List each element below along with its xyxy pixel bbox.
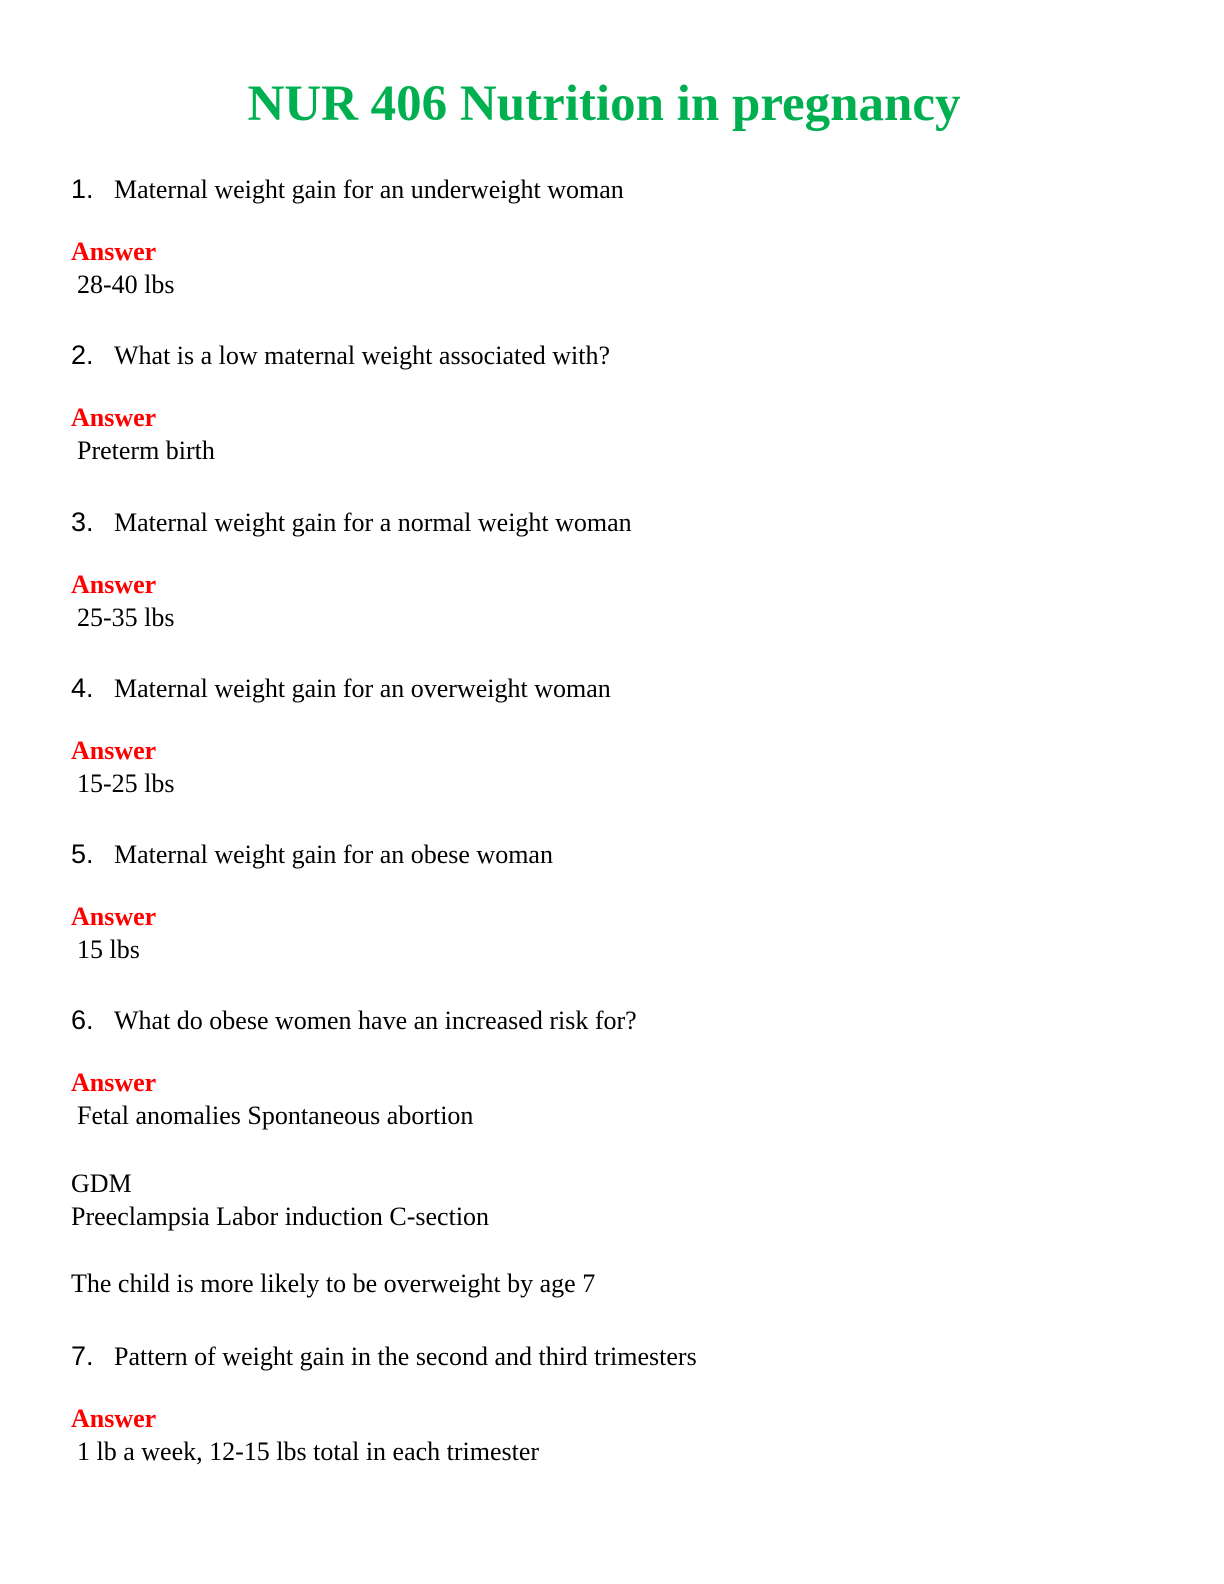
question-5: [71, 839, 553, 873]
question-text: Maternal weight gain for an underweight woman: [114, 175, 624, 204]
question-number: 1.: [71, 174, 94, 204]
question-number: 7.: [71, 1341, 94, 1371]
question-number: 6.: [71, 1005, 94, 1035]
answer-text: Preterm birth: [77, 436, 215, 465]
answer-label: Answer: [71, 1404, 157, 1433]
answer-text: 1 lb a week, 12-15 lbs total in each trimester: [77, 1437, 540, 1466]
answer-label: Answer: [71, 570, 157, 599]
question-1: [71, 174, 624, 208]
answer-text: 15 lbs: [77, 935, 140, 964]
question-6: [71, 1005, 637, 1039]
answer-text: 25-35 lbs: [77, 603, 175, 632]
question-number: 4.: [71, 673, 94, 703]
answer-label: Answer: [71, 736, 157, 765]
question-text: What is a low maternal weight associated with?: [114, 341, 611, 370]
question-text: Maternal weight gain for an overweight woman: [114, 674, 611, 703]
question-text: What do obese women have an increased risk for?: [114, 1006, 637, 1035]
answer-label: Answer: [71, 902, 157, 931]
question-7: [71, 1341, 697, 1375]
answer-label: Answer: [71, 1068, 157, 1097]
question-number: 2.: [71, 340, 94, 370]
answer-extra-line: Preeclampsia Labor induction C-section: [71, 1202, 490, 1231]
question-4: [71, 673, 611, 707]
answer-text: 28-40 lbs: [77, 270, 175, 299]
document-title: NUR 406 Nutrition in pregnancy: [247, 76, 961, 132]
question-number: 3.: [71, 507, 94, 537]
question-number: 5.: [71, 839, 94, 869]
answer-text: 15-25 lbs: [77, 769, 175, 798]
question-text: Pattern of weight gain in the second and third trimesters: [114, 1342, 697, 1371]
answer-text: Fetal anomalies Spontaneous abortion: [77, 1101, 474, 1130]
answer-extra-line: The child is more likely to be overweight by age 7: [71, 1269, 596, 1298]
question-text: Maternal weight gain for an obese woman: [114, 840, 553, 869]
answer-label: Answer: [71, 403, 157, 432]
question-text: Maternal weight gain for a normal weight woman: [114, 508, 632, 537]
answer-extra-line: GDM: [71, 1169, 132, 1198]
answer-label: Answer: [71, 237, 157, 266]
question-2: [71, 340, 610, 374]
question-3: [71, 507, 632, 541]
